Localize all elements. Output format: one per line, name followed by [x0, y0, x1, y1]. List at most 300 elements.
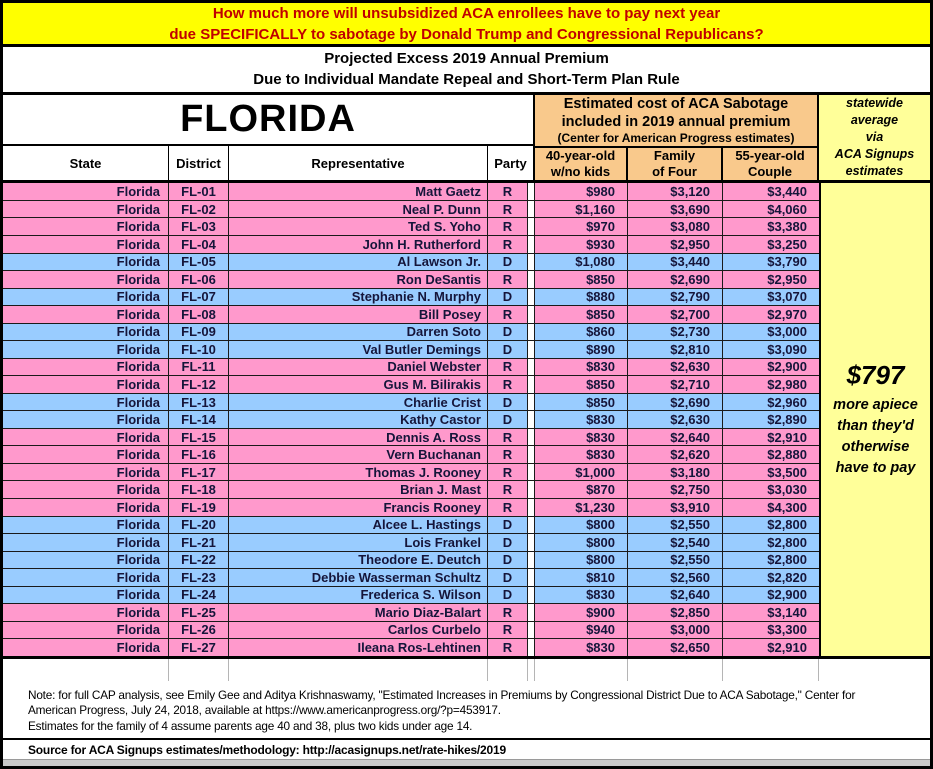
row-state: Florida	[3, 499, 169, 516]
row-party: R	[488, 464, 528, 481]
row-party: R	[488, 201, 528, 218]
row-premium-40yo: $880	[535, 289, 628, 306]
source-text: Source for ACA Signups estimates/methodology: http://acasignups.net/rate-hikes/2019	[28, 742, 506, 757]
row-premium-55yo: $3,030	[767, 482, 807, 498]
row-premium-family: $2,710	[628, 376, 723, 393]
row-spacer	[528, 183, 535, 200]
statewide-header-line: via	[865, 130, 884, 145]
row-premium-family: $2,550	[628, 517, 723, 534]
row-premium-family: $2,640	[628, 429, 723, 446]
row-spacer	[528, 411, 535, 428]
row-premium-55yo: $4,300	[767, 499, 807, 515]
row-spacer	[528, 201, 535, 218]
row-premium-family: $3,910	[628, 499, 723, 516]
row-representative: Theodore E. Deutch	[229, 552, 488, 569]
subtitle-line2: Due to Individual Mandate Repeal and Short-Term Plan Rule	[253, 71, 680, 89]
row-district: FL-18	[169, 481, 229, 498]
row-party: D	[488, 587, 528, 604]
row-party: R	[488, 481, 528, 498]
row-party: R	[488, 604, 528, 621]
row-premium-55yo: $2,800	[767, 552, 807, 568]
column-header-district: District	[169, 146, 229, 180]
row-state: Florida	[3, 534, 169, 551]
statewide-header-line: average	[850, 113, 899, 128]
row-district: FL-22	[169, 552, 229, 569]
row-party: R	[488, 271, 528, 288]
row-district: FL-21	[169, 534, 229, 551]
row-representative: Ileana Ros-Lehtinen	[229, 639, 488, 656]
statewide-header-line: ACA Signups	[834, 146, 915, 161]
row-premium-40yo: $830	[535, 429, 628, 446]
row-representative: Bill Posey	[229, 306, 488, 323]
row-spacer	[528, 604, 535, 621]
row-representative: Kathy Castor	[229, 411, 488, 428]
row-party: R	[488, 218, 528, 235]
row-premium-40yo: $1,080	[535, 254, 628, 271]
row-party: R	[488, 359, 528, 376]
row-district: FL-17	[169, 464, 229, 481]
table-row	[3, 183, 819, 201]
column-header-representative: Representative	[229, 146, 488, 180]
row-premium-55yo: $2,910	[767, 429, 807, 445]
row-premium-40yo: $900	[535, 604, 628, 621]
row-state: Florida	[3, 183, 169, 200]
table-row	[3, 201, 819, 219]
row-premium-family: $3,440	[628, 254, 723, 271]
row-district: FL-09	[169, 324, 229, 341]
row-state: Florida	[3, 376, 169, 393]
row-premium-family: $2,630	[628, 359, 723, 376]
row-state: Florida	[3, 271, 169, 288]
row-premium-40yo: $980	[535, 183, 628, 200]
question-banner	[3, 3, 930, 47]
row-spacer	[528, 254, 535, 271]
row-premium-40yo: $1,160	[535, 201, 628, 218]
row-premium-55yo: $2,900	[767, 587, 807, 603]
row-representative: Gus M. Bilirakis	[229, 376, 488, 393]
row-premium-family: $2,750	[628, 481, 723, 498]
row-state: Florida	[3, 306, 169, 323]
table-row	[3, 639, 819, 656]
row-party: R	[488, 183, 528, 200]
row-spacer	[528, 429, 535, 446]
row-representative: Frederica S. Wilson	[229, 587, 488, 604]
col3-line2: Couple	[747, 164, 793, 180]
row-premium-55yo: $3,000	[767, 324, 807, 340]
footnote	[3, 681, 930, 739]
row-spacer	[528, 218, 535, 235]
row-spacer	[528, 324, 535, 341]
table-row	[3, 446, 819, 464]
column-header-party: Party	[494, 155, 527, 171]
col2-line1: Family	[653, 148, 696, 164]
row-district: FL-27	[169, 639, 229, 656]
row-premium-40yo: $860	[535, 324, 628, 341]
row-premium-55yo: $3,300	[767, 622, 807, 638]
row-party: R	[488, 622, 528, 639]
empty-cell	[3, 659, 169, 681]
col3-line1: 55-year-old	[735, 148, 805, 164]
row-premium-40yo: $1,230	[535, 499, 628, 516]
row-premium-55yo: $2,980	[767, 377, 807, 393]
row-party: R	[488, 429, 528, 446]
row-spacer	[528, 236, 535, 253]
empty-cell	[723, 659, 819, 681]
row-district: FL-06	[169, 271, 229, 288]
row-spacer	[528, 517, 535, 534]
row-premium-40yo: $850	[535, 306, 628, 323]
row-party: D	[488, 411, 528, 428]
row-state: Florida	[3, 359, 169, 376]
table-row	[3, 376, 819, 394]
row-representative: Brian J. Mast	[229, 481, 488, 498]
row-party: R	[488, 639, 528, 656]
row-representative: Vern Buchanan	[229, 446, 488, 463]
row-premium-55yo: $2,950	[767, 271, 807, 287]
row-premium-family: $2,810	[628, 341, 723, 358]
row-premium-family: $3,690	[628, 201, 723, 218]
row-premium-family: $2,730	[628, 324, 723, 341]
row-premium-40yo: $870	[535, 481, 628, 498]
row-state: Florida	[3, 481, 169, 498]
row-premium-family: $2,700	[628, 306, 723, 323]
row-premium-40yo: $930	[535, 236, 628, 253]
row-spacer	[528, 622, 535, 639]
row-premium-40yo: $800	[535, 534, 628, 551]
row-district: FL-08	[169, 306, 229, 323]
row-district: FL-16	[169, 446, 229, 463]
row-premium-55yo: $2,800	[767, 517, 807, 533]
row-premium-family: $2,950	[628, 236, 723, 253]
row-district: FL-03	[169, 218, 229, 235]
row-spacer	[528, 446, 535, 463]
table-row	[3, 306, 819, 324]
row-premium-family: $2,690	[628, 394, 723, 411]
row-spacer	[528, 499, 535, 516]
row-state: Florida	[3, 411, 169, 428]
row-premium-family: $2,640	[628, 587, 723, 604]
row-district: FL-23	[169, 569, 229, 586]
row-spacer	[528, 359, 535, 376]
row-premium-family: $3,080	[628, 218, 723, 235]
row-party: R	[488, 499, 528, 516]
row-premium-family: $3,120	[628, 183, 723, 200]
row-premium-55yo: $4,060	[767, 201, 807, 217]
row-representative: Ted S. Yoho	[229, 218, 488, 235]
table-rows	[3, 183, 819, 655]
row-state: Florida	[3, 429, 169, 446]
row-premium-55yo: $2,970	[767, 306, 807, 322]
row-state: Florida	[3, 324, 169, 341]
row-district: FL-05	[169, 254, 229, 271]
row-state: Florida	[3, 639, 169, 656]
table-row	[3, 289, 819, 307]
row-state: Florida	[3, 236, 169, 253]
statewide-header-line: estimates	[845, 163, 904, 178]
empty-cell	[819, 659, 930, 681]
row-party: D	[488, 254, 528, 271]
row-premium-40yo: $830	[535, 359, 628, 376]
cap-estimate-header	[535, 95, 819, 181]
row-representative: Mario Diaz-Balart	[229, 604, 488, 621]
row-premium-55yo: $2,880	[767, 447, 807, 463]
row-state: Florida	[3, 587, 169, 604]
row-premium-55yo: $2,900	[767, 359, 807, 375]
statewide-caption-line: than they'd	[837, 418, 914, 435]
row-representative: Lois Frankel	[229, 534, 488, 551]
row-party: D	[488, 324, 528, 341]
row-representative: Dennis A. Ross	[229, 429, 488, 446]
row-party: D	[488, 394, 528, 411]
row-premium-family: $3,000	[628, 622, 723, 639]
question-banner-line1: How much more will unsubsidized ACA enrollees have to pay next year	[212, 4, 721, 22]
row-representative: Francis Rooney	[229, 499, 488, 516]
cap-title-line2: included in 2019 annual premium	[561, 113, 791, 130]
row-premium-family: $2,790	[628, 289, 723, 306]
col1-line1: 40-year-old	[545, 148, 616, 164]
row-party: D	[488, 569, 528, 586]
empty-cell	[229, 659, 488, 681]
row-premium-family: $2,850	[628, 604, 723, 621]
row-premium-family: $2,560	[628, 569, 723, 586]
row-premium-55yo: $3,140	[767, 604, 807, 620]
table-row	[3, 517, 819, 535]
row-representative: Carlos Curbelo	[229, 622, 488, 639]
row-district: FL-14	[169, 411, 229, 428]
row-state: Florida	[3, 394, 169, 411]
row-premium-55yo: $2,960	[767, 394, 807, 410]
row-party: R	[488, 446, 528, 463]
row-spacer	[528, 271, 535, 288]
col2-line2: of Four	[652, 164, 697, 180]
row-premium-40yo: $890	[535, 341, 628, 358]
col1-line2: w/no kids	[550, 164, 611, 180]
table-row	[3, 236, 819, 254]
cap-estimate-title	[535, 95, 817, 147]
row-premium-family: $2,630	[628, 411, 723, 428]
column-headers	[3, 146, 533, 180]
row-district: FL-19	[169, 499, 229, 516]
row-district: FL-24	[169, 587, 229, 604]
row-representative: Thomas J. Rooney	[229, 464, 488, 481]
table-row	[3, 534, 819, 552]
row-party: D	[488, 517, 528, 534]
table-row	[3, 481, 819, 499]
question-banner-line2: due SPECIFICALLY to sabotage by Donald Trump and Congressional Republicans?	[169, 25, 764, 43]
row-spacer	[528, 341, 535, 358]
row-party: D	[488, 534, 528, 551]
subtitle-line1: Projected Excess 2019 Annual Premium	[324, 49, 609, 67]
row-representative: Stephanie N. Murphy	[229, 289, 488, 306]
row-district: FL-01	[169, 183, 229, 200]
row-party: D	[488, 289, 528, 306]
row-premium-55yo: $3,380	[767, 219, 807, 235]
table-row	[3, 394, 819, 412]
row-premium-family: $2,550	[628, 552, 723, 569]
row-representative: Val Butler Demings	[229, 341, 488, 358]
statewide-average-cell	[819, 183, 930, 655]
empty-cell	[628, 659, 723, 681]
row-premium-55yo: $2,820	[767, 569, 807, 585]
row-premium-40yo: $850	[535, 394, 628, 411]
table-row	[3, 569, 819, 587]
row-state: Florida	[3, 569, 169, 586]
row-district: FL-07	[169, 289, 229, 306]
source-line	[3, 738, 930, 759]
row-spacer	[528, 394, 535, 411]
cap-title-line3: (Center for American Progress estimates)	[557, 130, 795, 145]
state-title: FLORIDA	[3, 95, 533, 147]
table-body	[3, 183, 930, 658]
row-spacer	[528, 569, 535, 586]
table-row	[3, 271, 819, 289]
row-premium-55yo: $3,070	[767, 289, 807, 305]
row-premium-40yo: $970	[535, 218, 628, 235]
row-premium-40yo: $830	[535, 411, 628, 428]
row-party: D	[488, 341, 528, 358]
row-spacer	[528, 639, 535, 656]
table-row	[3, 254, 819, 272]
table-row	[3, 622, 819, 640]
row-premium-40yo: $800	[535, 517, 628, 534]
row-state: Florida	[3, 464, 169, 481]
row-district: FL-11	[169, 359, 229, 376]
row-spacer	[528, 464, 535, 481]
row-premium-40yo: $830	[535, 587, 628, 604]
column-header-40yo	[535, 148, 628, 180]
row-premium-55yo: $3,090	[767, 341, 807, 357]
row-premium-family: $2,620	[628, 446, 723, 463]
row-state: Florida	[3, 446, 169, 463]
row-premium-family: $2,650	[628, 639, 723, 656]
row-state: Florida	[3, 254, 169, 271]
row-representative: Alcee L. Hastings	[229, 517, 488, 534]
table-row	[3, 341, 819, 359]
row-state: Florida	[3, 289, 169, 306]
bottom-gray-strip	[3, 759, 930, 766]
row-state: Florida	[3, 622, 169, 639]
statewide-average-amount: $797	[846, 360, 905, 391]
row-representative: Ron DeSantis	[229, 271, 488, 288]
row-premium-40yo: $1,000	[535, 464, 628, 481]
row-party: D	[488, 552, 528, 569]
statewide-header-line: statewide	[846, 96, 903, 111]
table-row	[3, 218, 819, 236]
row-district: FL-02	[169, 201, 229, 218]
statewide-caption-line: otherwise	[841, 439, 910, 456]
row-premium-55yo: $2,890	[767, 412, 807, 428]
table-row	[3, 587, 819, 605]
cap-title-line1: Estimated cost of ACA Sabotage	[563, 95, 789, 112]
row-representative: Debbie Wasserman Schultz	[229, 569, 488, 586]
table-header	[3, 95, 930, 184]
row-premium-55yo: $3,500	[767, 464, 807, 480]
row-party: R	[488, 376, 528, 393]
statewide-caption-line: more apiece	[833, 397, 918, 414]
column-header-family	[628, 148, 723, 180]
row-spacer	[528, 289, 535, 306]
row-spacer	[528, 587, 535, 604]
footnote-paragraph1: Note: for full CAP analysis, see Emily Gee and Aditya Krishnaswamy, "Estimated Increases in Premiums by Congressional District Due to ACA Sabotage," Center for American Progress, July 24, 2018, available at https://www.americanprogress.org/?p=453917.	[28, 687, 856, 718]
row-spacer	[528, 376, 535, 393]
row-state: Florida	[3, 552, 169, 569]
empty-cell	[488, 659, 528, 681]
row-representative: Matt Gaetz	[229, 183, 488, 200]
table-row	[3, 324, 819, 342]
row-state: Florida	[3, 517, 169, 534]
footnote-paragraph2: Estimates for the family of 4 assume parents age 40 and 38, plus two kids under age 14.	[28, 718, 473, 733]
row-premium-40yo: $830	[535, 639, 628, 656]
row-representative: Al Lawson Jr.	[229, 254, 488, 271]
empty-cell	[169, 659, 229, 681]
table-row	[3, 464, 819, 482]
table-row	[3, 411, 819, 429]
row-district: FL-25	[169, 604, 229, 621]
row-premium-family: $2,690	[628, 271, 723, 288]
row-state: Florida	[3, 201, 169, 218]
row-party: R	[488, 236, 528, 253]
row-premium-40yo: $800	[535, 552, 628, 569]
row-premium-55yo: $2,800	[767, 534, 807, 550]
row-premium-55yo: $3,440	[767, 184, 807, 200]
row-district: FL-13	[169, 394, 229, 411]
column-header-55yo	[723, 148, 817, 180]
row-district: FL-04	[169, 236, 229, 253]
statewide-average-header	[819, 95, 930, 181]
table-row	[3, 552, 819, 570]
row-premium-40yo: $810	[535, 569, 628, 586]
row-spacer	[528, 306, 535, 323]
row-premium-40yo: $830	[535, 446, 628, 463]
empty-cell	[528, 659, 535, 681]
row-premium-55yo: $3,250	[767, 236, 807, 252]
row-premium-40yo: $940	[535, 622, 628, 639]
statewide-caption-line: have to pay	[835, 460, 916, 477]
premium-column-headers	[535, 146, 817, 180]
row-district: FL-10	[169, 341, 229, 358]
row-state: Florida	[3, 604, 169, 621]
row-district: FL-12	[169, 376, 229, 393]
subtitle-banner	[3, 47, 930, 95]
row-premium-40yo: $850	[535, 271, 628, 288]
row-representative: Darren Soto	[229, 324, 488, 341]
row-premium-55yo: $2,910	[767, 639, 807, 655]
row-spacer	[528, 481, 535, 498]
table-row	[3, 429, 819, 447]
table-row	[3, 499, 819, 517]
row-representative: Neal P. Dunn	[229, 201, 488, 218]
row-representative: Charlie Crist	[229, 394, 488, 411]
row-premium-family: $2,540	[628, 534, 723, 551]
table-row	[3, 604, 819, 622]
row-state: Florida	[3, 218, 169, 235]
row-spacer	[528, 534, 535, 551]
row-district: FL-26	[169, 622, 229, 639]
row-party: R	[488, 306, 528, 323]
header-left	[3, 95, 535, 181]
row-representative: Daniel Webster	[229, 359, 488, 376]
row-premium-55yo: $3,790	[767, 254, 807, 270]
row-premium-40yo: $850	[535, 376, 628, 393]
row-state: Florida	[3, 341, 169, 358]
row-representative: John H. Rutherford	[229, 236, 488, 253]
empty-cell	[535, 659, 628, 681]
table-row	[3, 359, 819, 377]
column-header-state: State	[3, 146, 169, 180]
row-district: FL-15	[169, 429, 229, 446]
empty-spreadsheet-row	[3, 659, 930, 681]
row-district: FL-20	[169, 517, 229, 534]
